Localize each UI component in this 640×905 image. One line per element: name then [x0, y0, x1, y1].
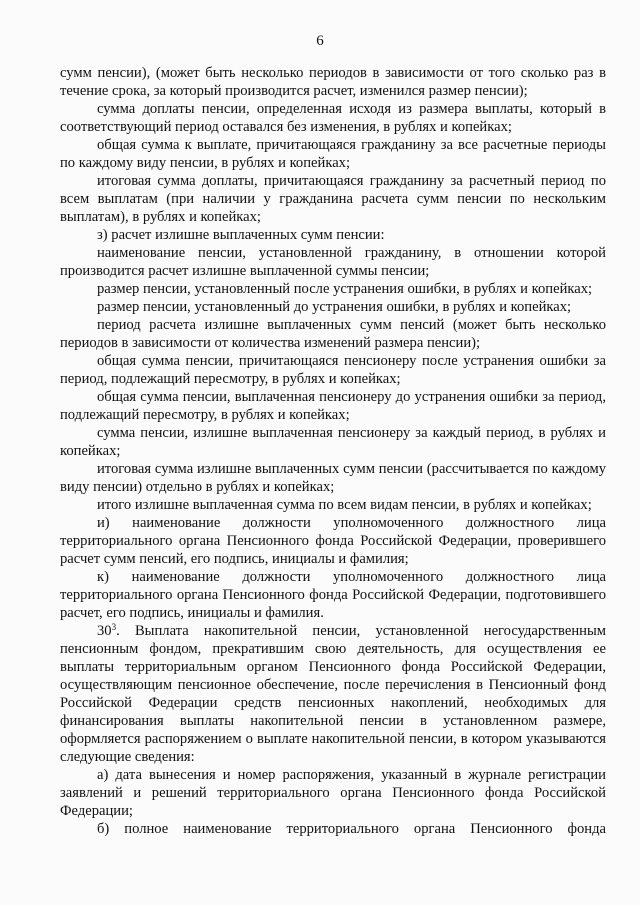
paragraph: итоговая сумма доплаты, причитающаяся гражданину за расчетный период по всем выплатам (при наличии у гражданина расчета сумм пенсии по нескольким выплатам), в рублях и копейках; — [60, 173, 606, 225]
list-item-z: з) расчет излишне выплаченных сумм пенсии: — [97, 227, 385, 243]
paragraph: итого излишне выплаченная сумма по всем видам пенсии, в рублях и копейках; — [97, 497, 592, 513]
section-superscript: 3 — [111, 622, 117, 632]
list-item-i: и) наименование должности уполномоченного должностного лица территориального органа Пенсионного фонда Российской Федерации, проверившего расчет сумм пенсий, его подпись, инициалы и фамилия; — [60, 515, 606, 567]
paragraph: размер пенсии, установленный после устранения ошибки, в рублях и копейках; — [97, 281, 593, 297]
paragraph: размер пенсии, установленный до устранения ошибки, в рублях и копейках; — [97, 299, 572, 315]
paragraph: итоговая сумма излишне выплаченных сумм пенсии (рассчитывается по каждому виду пенсии) отдельно в рублях и копейках; — [60, 461, 606, 495]
section-text: . Выплата накопительной пенсии, установленной негосударственным пенсионным фондом, прекратившим свою деятельность, для осуществления ее выплаты территориальным органом Пенсионного фонда Российской Федерации, осуществляющим пенсионное обеспечение, после перечисления в Пенсионный фонд Российской Федерации средств пенсионных накоплений, необходимых для финансирования выплаты накопительной пенсии в установленном размере, оформляется распоряжением о выплате накопительной пенсии, в котором указываются следующие сведения: — [60, 623, 606, 765]
list-item-a: а) дата вынесения и номер распоряжения, указанный в журнале регистрации заявлений и решений территориального органа Пенсионного фонда Российской Федерации; — [60, 767, 606, 819]
section-number: 30 — [97, 623, 112, 639]
paragraph: общая сумма к выплате, причитающаяся гражданину за все расчетные периоды по каждому виду пенсии, в рублях и копейках; — [60, 137, 606, 171]
paragraph: общая сумма пенсии, выплаченная пенсионеру до устранения ошибки за период, подлежащий пересмотру, в рублях и копейках; — [60, 389, 606, 423]
paragraph-continuation: сумм пенсии), (может быть несколько периодов в зависимости от того сколько раз в течение срока, за который производится расчет, изменился размер пенсии); — [60, 65, 606, 99]
list-item-k: к) наименование должности уполномоченного должностного лица территориального органа Пенсионного фонда Российской Федерации, подготовившего расчет, его подпись, инициалы и фамилия. — [60, 569, 606, 621]
paragraph: наименование пенсии, установленной гражданину, в отношении которой производится расчет излишне выплаченной суммы пенсии; — [60, 245, 606, 279]
document-body — [60, 64, 606, 838]
list-item-b: б) полное наименование территориального органа Пенсионного фонда — [97, 821, 606, 837]
paragraph: общая сумма пенсии, причитающаяся пенсионеру после устранения ошибки за период, подлежащий пересмотру, в рублях и копейках; — [60, 353, 606, 387]
paragraph: сумма доплаты пенсии, определенная исходя из размера выплаты, который в соответствующий период оставался без изменения, в рублях и копейках; — [60, 101, 606, 135]
section-30-paragraph — [60, 622, 606, 766]
paragraph: период расчета излишне выплаченных сумм пенсий (может быть несколько периодов в зависимости от количества изменений размера пенсии); — [60, 317, 606, 351]
page-number: 6 — [316, 33, 324, 49]
paragraph: сумма пенсии, излишне выплаченная пенсионеру за каждый период, в рублях и копейках; — [60, 425, 606, 459]
